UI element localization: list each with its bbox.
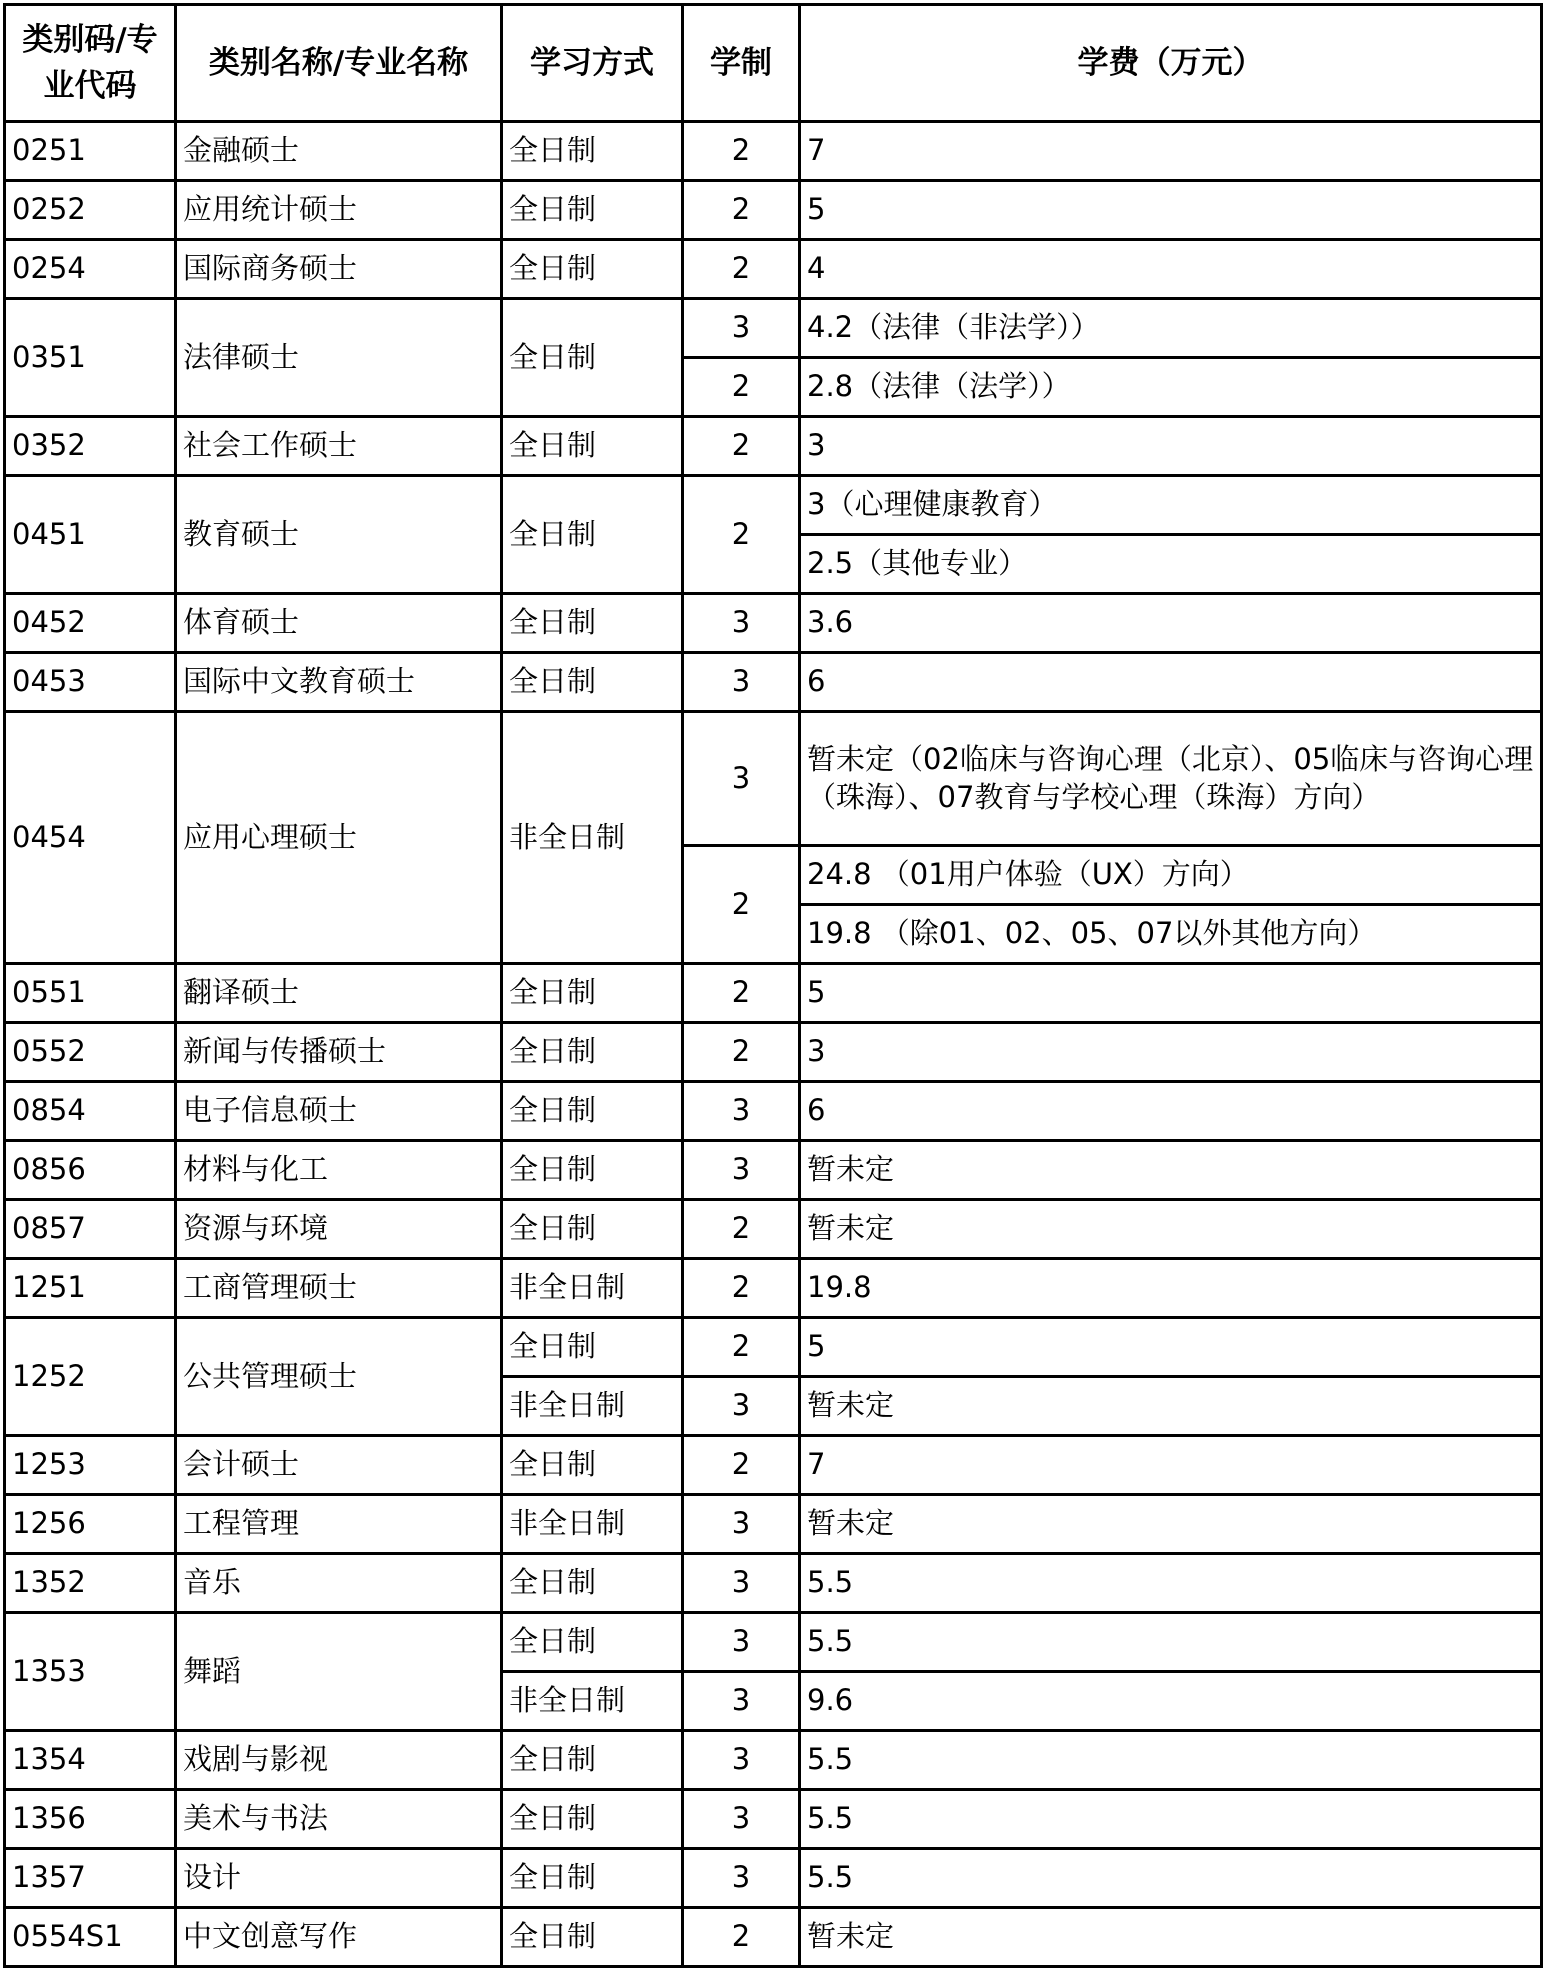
table-row [5,1790,1542,1849]
table-row [5,1849,1542,1908]
fee-cell: 19.8 [800,1259,1542,1318]
code-cell: 1252 [5,1318,176,1436]
table-row [5,653,1542,712]
mode-cell: 全日制 [502,417,683,476]
name-cell: 应用统计硕士 [176,181,502,240]
mode-cell: 全日制 [502,653,683,712]
mode-cell: 非全日制 [502,712,683,964]
header-name: 类别名称/专业名称 [176,5,502,122]
mode-cell: 全日制 [502,1023,683,1082]
name-cell: 新闻与传播硕士 [176,1023,502,1082]
code-cell: 0554S1 [5,1908,176,1967]
table-row [5,1908,1542,1967]
mode-cell: 全日制 [502,299,683,417]
table-row [5,712,1542,846]
duration-cell: 2 [683,181,800,240]
duration-cell: 2 [683,358,800,417]
duration-cell: 2 [683,417,800,476]
table-row [5,1141,1542,1200]
mode-cell: 全日制 [502,476,683,594]
fee-cell: 5.5 [800,1554,1542,1613]
name-cell: 国际商务硕士 [176,240,502,299]
table-row [5,964,1542,1023]
code-cell: 0856 [5,1141,176,1200]
table-row [5,122,1542,181]
name-cell: 翻译硕士 [176,964,502,1023]
table-row [5,1259,1542,1318]
mode-cell: 全日制 [502,122,683,181]
duration-cell: 2 [683,1259,800,1318]
fee-cell: 24.8 （01用户体验（UX）方向） [800,846,1542,905]
duration-cell: 3 [683,1790,800,1849]
code-cell: 0854 [5,1082,176,1141]
name-cell: 音乐 [176,1554,502,1613]
code-cell: 0254 [5,240,176,299]
code-cell: 0452 [5,594,176,653]
duration-cell: 2 [683,1318,800,1377]
table-row [5,417,1542,476]
header-code: 类别码/专业代码 [5,5,176,122]
mode-cell: 全日制 [502,1436,683,1495]
fee-cell: 4 [800,240,1542,299]
name-cell: 设计 [176,1849,502,1908]
mode-cell: 非全日制 [502,1259,683,1318]
duration-cell: 3 [683,1377,800,1436]
code-cell: 1356 [5,1790,176,1849]
fee-cell: 暂未定（02临床与咨询心理（北京）、05临床与咨询心理（珠海）、07教育与学校心理（珠海）方向） [800,712,1542,846]
code-cell: 0551 [5,964,176,1023]
duration-cell: 3 [683,1613,800,1672]
duration-cell: 3 [683,653,800,712]
code-cell: 1357 [5,1849,176,1908]
code-cell: 1253 [5,1436,176,1495]
mode-cell: 全日制 [502,1731,683,1790]
fee-cell: 3 [800,417,1542,476]
duration-cell: 3 [683,1495,800,1554]
code-cell: 1354 [5,1731,176,1790]
fee-cell: 3（心理健康教育） [800,476,1542,535]
header-mode: 学习方式 [502,5,683,122]
code-cell: 0251 [5,122,176,181]
duration-cell: 3 [683,712,800,846]
duration-cell: 3 [683,1082,800,1141]
mode-cell: 全日制 [502,964,683,1023]
fee-cell: 5.5 [800,1731,1542,1790]
mode-cell: 全日制 [502,1849,683,1908]
fee-cell: 3.6 [800,594,1542,653]
fee-cell: 暂未定 [800,1908,1542,1967]
mode-cell: 全日制 [502,1200,683,1259]
code-cell: 0351 [5,299,176,417]
fee-cell: 9.6 [800,1672,1542,1731]
table-row [5,476,1542,535]
mode-cell: 全日制 [502,594,683,653]
name-cell: 材料与化工 [176,1141,502,1200]
fee-cell: 6 [800,653,1542,712]
table-row [5,1023,1542,1082]
name-cell: 国际中文教育硕士 [176,653,502,712]
fee-cell: 暂未定 [800,1141,1542,1200]
mode-cell: 非全日制 [502,1377,683,1436]
fee-cell: 2.8（法律（法学）） [800,358,1542,417]
mode-cell: 全日制 [502,1141,683,1200]
code-cell: 1256 [5,1495,176,1554]
fee-cell: 暂未定 [800,1200,1542,1259]
duration-cell: 2 [683,1023,800,1082]
duration-cell: 3 [683,1672,800,1731]
name-cell: 舞蹈 [176,1613,502,1731]
fee-cell: 5.5 [800,1613,1542,1672]
mode-cell: 非全日制 [502,1495,683,1554]
table-row [5,1495,1542,1554]
table-row [5,299,1542,358]
duration-cell: 3 [683,1141,800,1200]
duration-cell: 3 [683,1554,800,1613]
mode-cell: 全日制 [502,240,683,299]
mode-cell: 全日制 [502,1318,683,1377]
name-cell: 戏剧与影视 [176,1731,502,1790]
name-cell: 会计硕士 [176,1436,502,1495]
code-cell: 1352 [5,1554,176,1613]
name-cell: 法律硕士 [176,299,502,417]
duration-cell: 2 [683,1908,800,1967]
fee-cell: 5 [800,964,1542,1023]
mode-cell: 全日制 [502,1082,683,1141]
name-cell: 中文创意写作 [176,1908,502,1967]
code-cell: 0454 [5,712,176,964]
fee-cell: 2.5（其他专业） [800,535,1542,594]
name-cell: 美术与书法 [176,1790,502,1849]
table-row [5,1613,1542,1672]
name-cell: 资源与环境 [176,1200,502,1259]
name-cell: 工商管理硕士 [176,1259,502,1318]
code-cell: 0453 [5,653,176,712]
fee-cell: 7 [800,122,1542,181]
name-cell: 社会工作硕士 [176,417,502,476]
duration-cell: 2 [683,240,800,299]
name-cell: 公共管理硕士 [176,1318,502,1436]
fee-cell: 暂未定 [800,1377,1542,1436]
fee-cell: 5 [800,181,1542,240]
fee-cell: 6 [800,1082,1542,1141]
fee-cell: 3 [800,1023,1542,1082]
code-cell: 0352 [5,417,176,476]
table-row [5,1318,1542,1377]
code-cell: 0252 [5,181,176,240]
name-cell: 应用心理硕士 [176,712,502,964]
header-duration: 学制 [683,5,800,122]
table-row [5,1436,1542,1495]
name-cell: 金融硕士 [176,122,502,181]
table-row [5,240,1542,299]
fee-cell: 5 [800,1318,1542,1377]
fee-cell: 19.8 （除01、02、05、07以外其他方向） [800,905,1542,964]
fee-cell: 4.2（法律（非法学）） [800,299,1542,358]
code-cell: 0857 [5,1200,176,1259]
code-cell: 0451 [5,476,176,594]
name-cell: 电子信息硕士 [176,1082,502,1141]
table-row [5,1200,1542,1259]
duration-cell: 3 [683,1731,800,1790]
name-cell: 教育硕士 [176,476,502,594]
fee-cell: 5.5 [800,1790,1542,1849]
duration-cell: 2 [683,964,800,1023]
name-cell: 工程管理 [176,1495,502,1554]
table-row [5,181,1542,240]
table-row [5,594,1542,653]
duration-cell: 2 [683,1436,800,1495]
code-cell: 1251 [5,1259,176,1318]
table-row [5,1082,1542,1141]
header-row [5,5,1542,122]
tuition-table [3,3,1543,1968]
code-cell: 1353 [5,1613,176,1731]
header-fee: 学费（万元） [800,5,1542,122]
mode-cell: 全日制 [502,1908,683,1967]
mode-cell: 非全日制 [502,1672,683,1731]
table-row [5,1554,1542,1613]
duration-cell: 2 [683,122,800,181]
mode-cell: 全日制 [502,1554,683,1613]
duration-cell: 3 [683,299,800,358]
duration-cell: 2 [683,846,800,964]
duration-cell: 3 [683,1849,800,1908]
fee-cell: 7 [800,1436,1542,1495]
duration-cell: 2 [683,476,800,594]
mode-cell: 全日制 [502,1790,683,1849]
duration-cell: 3 [683,594,800,653]
mode-cell: 全日制 [502,181,683,240]
duration-cell: 2 [683,1200,800,1259]
name-cell: 体育硕士 [176,594,502,653]
table-row [5,1731,1542,1790]
fee-cell: 暂未定 [800,1495,1542,1554]
code-cell: 0552 [5,1023,176,1082]
fee-cell: 5.5 [800,1849,1542,1908]
mode-cell: 全日制 [502,1613,683,1672]
